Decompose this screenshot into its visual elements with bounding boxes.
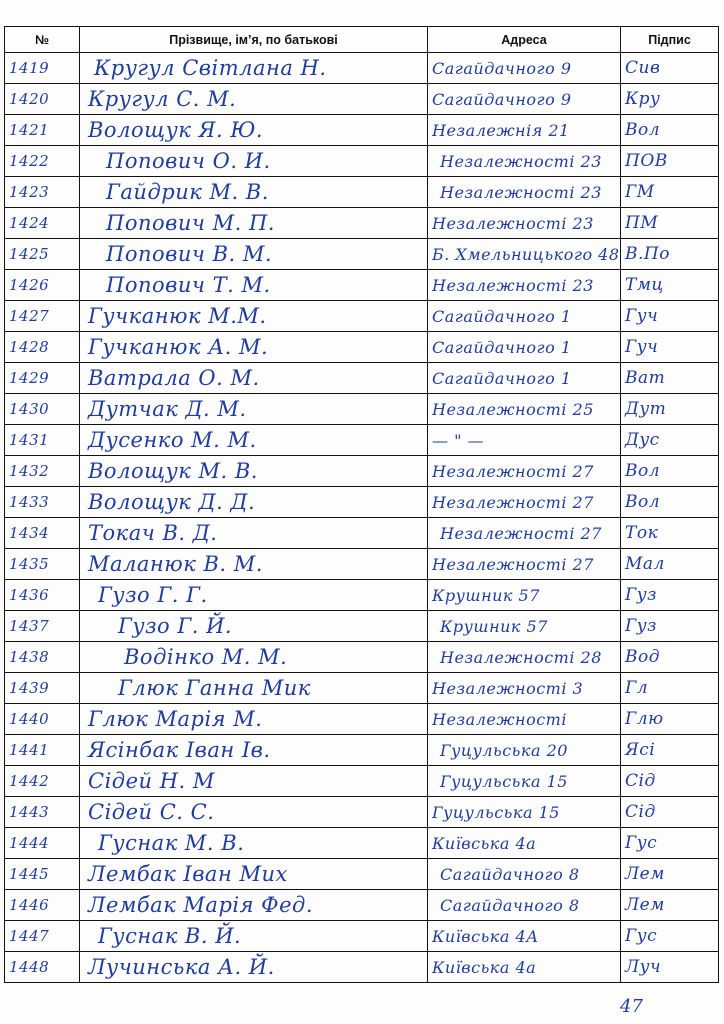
row-number-handwritten: 1423 [9,183,50,201]
row-number-cell [5,828,80,859]
table-row [5,177,719,208]
address-handwritten: Сагайдачного 1 [432,368,572,388]
full-name-cell [80,921,428,952]
row-number-handwritten: 1442 [9,772,50,790]
table-row [5,518,719,549]
address-handwritten: Незалежності 27 [432,461,594,481]
address-handwritten: Незалежнія 21 [432,120,570,140]
full-name-cell [80,53,428,84]
signature-cell [621,859,719,890]
row-number-handwritten: 1445 [9,865,50,883]
address-cell [428,487,621,518]
full-name-handwritten: Гузо Г. Г. [98,583,208,607]
address-cell [428,456,621,487]
table-row [5,952,719,983]
full-name-handwritten: Лембак Іван Мих [88,862,288,886]
signature-handwritten: Луч [625,957,662,977]
full-name-handwritten: Маланюк В. М. [88,552,263,576]
row-number-handwritten: 1420 [9,90,50,108]
full-name-handwritten: Попович М. П. [106,211,275,235]
row-number-handwritten: 1429 [9,369,50,387]
full-name-handwritten: Попович В. М. [106,242,273,266]
row-number-cell [5,425,80,456]
full-name-cell [80,425,428,456]
row-number-handwritten: 1422 [9,152,50,170]
address-cell [428,301,621,332]
table-row [5,735,719,766]
table-row [5,642,719,673]
signature-cell [621,301,719,332]
row-number-handwritten: 1433 [9,493,50,511]
address-handwritten: Сагайдачного 9 [432,58,572,78]
table-row [5,580,719,611]
header-signature: Підпис [621,27,719,53]
row-number-handwritten: 1419 [9,59,50,77]
row-number-cell [5,859,80,890]
full-name-cell [80,549,428,580]
signature-handwritten: Вод [625,647,661,667]
full-name-handwritten: Дусенко М. М. [88,428,257,452]
table-row [5,766,719,797]
full-name-handwritten: Волощук М. В. [88,459,258,483]
row-number-handwritten: 1439 [9,679,50,697]
row-number-cell [5,704,80,735]
row-number-cell [5,146,80,177]
row-number-cell [5,270,80,301]
table-row [5,611,719,642]
full-name-handwritten: Кругул С. М. [88,87,237,111]
full-name-handwritten: Гайдрик М. В. [106,180,269,204]
row-number-cell [5,611,80,642]
row-number-handwritten: 1428 [9,338,50,356]
signature-handwritten: Гус [625,833,658,853]
full-name-handwritten: Водінко М. М. [124,645,288,669]
signature-handwritten: ПМ [625,213,659,233]
address-handwritten: Незалежності 3 [432,678,584,698]
signature-cell [621,673,719,704]
table-row [5,363,719,394]
full-name-handwritten: Гучканюк М.М. [88,304,267,328]
row-number-handwritten: 1421 [9,121,50,139]
full-name-handwritten: Глюк Марія М. [88,707,263,731]
address-handwritten: Незалежності 27 [432,492,594,512]
signature-cell [621,828,719,859]
address-cell [428,363,621,394]
table-row [5,239,719,270]
full-name-cell [80,363,428,394]
signature-cell [621,611,719,642]
row-number-handwritten: 1431 [9,431,50,449]
full-name-handwritten: Сідей Н. М [88,769,215,793]
signature-handwritten: Мал [625,554,665,574]
signature-cell [621,456,719,487]
row-number-handwritten: 1440 [9,710,50,728]
signature-handwritten: Гуз [625,616,657,636]
signature-cell [621,921,719,952]
address-cell [428,239,621,270]
signature-cell [621,332,719,363]
address-handwritten: Незалежності 25 [432,399,594,419]
signature-cell [621,580,719,611]
row-number-cell [5,332,80,363]
table-row [5,301,719,332]
row-number-handwritten: 1434 [9,524,50,542]
row-number-handwritten: 1426 [9,276,50,294]
full-name-cell [80,828,428,859]
full-name-cell [80,487,428,518]
table-header-row [5,27,719,53]
row-number-handwritten: 1447 [9,927,50,945]
address-handwritten: Київська 4А [432,926,539,946]
signature-cell [621,146,719,177]
address-cell [428,518,621,549]
address-handwritten: Незалежності 23 [432,275,594,295]
row-number-cell [5,208,80,239]
signature-cell [621,115,719,146]
signature-handwritten: Ясі [625,740,656,760]
signature-cell [621,487,719,518]
full-name-cell [80,642,428,673]
row-number-cell [5,797,80,828]
address-cell [428,394,621,425]
table-row [5,208,719,239]
full-name-handwritten: Гуснак М. В. [98,831,245,855]
address-handwritten: Незалежності 28 [440,647,602,667]
table-row [5,84,719,115]
signature-handwritten: Гус [625,926,658,946]
row-number-handwritten: 1446 [9,896,50,914]
signature-cell [621,363,719,394]
table-row [5,115,719,146]
row-number-handwritten: 1424 [9,214,50,232]
signature-handwritten: Вол [625,120,661,140]
signature-cell [621,239,719,270]
header-number: № [5,27,80,53]
full-name-cell [80,859,428,890]
row-number-cell [5,952,80,983]
address-cell [428,580,621,611]
address-handwritten: Сагайдачного 9 [432,89,572,109]
table-row [5,890,719,921]
signature-handwritten: ГМ [625,182,655,202]
row-number-cell [5,487,80,518]
full-name-cell [80,952,428,983]
signature-cell [621,270,719,301]
row-number-cell [5,363,80,394]
signature-cell [621,766,719,797]
full-name-handwritten: Гучканюк А. М. [88,335,269,359]
full-name-handwritten: Попович Т. М. [106,273,271,297]
signature-cell [621,890,719,921]
full-name-cell [80,239,428,270]
table-row [5,487,719,518]
address-handwritten: Сагайдачного 1 [432,306,572,326]
full-name-cell [80,766,428,797]
address-handwritten: — " — [432,430,485,450]
row-number-cell [5,177,80,208]
signature-handwritten: В.По [625,244,670,264]
full-name-cell [80,208,428,239]
full-name-cell [80,456,428,487]
address-handwritten: Крушник 57 [440,616,548,636]
address-cell [428,177,621,208]
row-number-handwritten: 1432 [9,462,50,480]
full-name-handwritten: Ватрала О. М. [88,366,260,390]
full-name-handwritten: Дутчак Д. М. [88,397,247,421]
table-row [5,53,719,84]
address-handwritten: Сагайдачного 8 [440,864,580,884]
address-handwritten: Незалежності 23 [432,213,594,233]
address-cell [428,425,621,456]
address-cell [428,146,621,177]
full-name-cell [80,704,428,735]
full-name-handwritten: Сідей С. С. [88,800,215,824]
full-name-handwritten: Кругул Світлана Н. [94,56,327,80]
address-cell [428,611,621,642]
full-name-handwritten: Гузо Г. Й. [118,614,233,638]
address-handwritten: Незалежності [432,709,567,729]
row-number-handwritten: 1430 [9,400,50,418]
signature-cell [621,84,719,115]
full-name-cell [80,890,428,921]
full-name-handwritten: Попович О. И. [106,149,271,173]
address-cell [428,673,621,704]
address-handwritten: Гуцульська 15 [440,771,568,791]
signature-handwritten: Ват [625,368,666,388]
signature-handwritten: Лем [625,895,665,915]
row-number-handwritten: 1425 [9,245,50,263]
full-name-cell [80,84,428,115]
signature-handwritten: ПОВ [625,151,668,171]
address-handwritten: Незалежності 23 [440,151,602,171]
full-name-cell [80,115,428,146]
header-address: Адреса [428,27,621,53]
address-cell [428,735,621,766]
signature-cell [621,53,719,84]
signature-handwritten: Лем [625,864,665,884]
row-number-cell [5,239,80,270]
full-name-cell [80,611,428,642]
full-name-handwritten: Лучинська А. Й. [88,955,275,979]
row-number-cell [5,673,80,704]
full-name-cell [80,332,428,363]
address-handwritten: Київська 4а [432,957,537,977]
table-row [5,704,719,735]
table-row [5,146,719,177]
row-number-handwritten: 1441 [9,741,50,759]
signature-handwritten: Гуч [625,337,659,357]
signature-cell [621,177,719,208]
signature-cell [621,797,719,828]
table-row [5,828,719,859]
full-name-handwritten: Глюк Ганна Мик [118,676,311,700]
address-cell [428,797,621,828]
signature-handwritten: Вол [625,461,661,481]
full-name-handwritten: Гуснак В. Й. [98,924,242,948]
full-name-cell [80,735,428,766]
signature-cell [621,642,719,673]
address-handwritten: Гуцульська 20 [440,740,568,760]
full-name-cell [80,270,428,301]
signature-handwritten: Кру [625,89,661,109]
full-name-cell [80,394,428,425]
row-number-cell [5,921,80,952]
table-row [5,425,719,456]
row-number-handwritten: 1444 [9,834,50,852]
table-row [5,859,719,890]
page-number: 47 [620,996,643,1017]
address-cell [428,642,621,673]
address-cell [428,332,621,363]
row-number-cell [5,518,80,549]
row-number-handwritten: 1435 [9,555,50,573]
signature-cell [621,704,719,735]
full-name-handwritten: Токач В. Д. [88,521,218,545]
row-number-handwritten: 1427 [9,307,50,325]
signature-handwritten: Сід [625,771,656,791]
signature-handwritten: Гуз [625,585,657,605]
table-row [5,549,719,580]
table-row [5,394,719,425]
signature-handwritten: Дус [625,430,660,450]
address-cell [428,890,621,921]
row-number-cell [5,735,80,766]
row-number-cell [5,456,80,487]
signature-handwritten: Гл [625,678,649,698]
full-name-cell [80,301,428,332]
signature-handwritten: Вол [625,492,661,512]
signature-handwritten: Сив [625,58,661,78]
row-number-cell [5,53,80,84]
signature-handwritten: Гуч [625,306,659,326]
signature-cell [621,425,719,456]
address-cell [428,549,621,580]
address-handwritten: Незалежності 27 [432,554,594,574]
signature-handwritten: Ток [625,523,659,543]
signature-cell [621,549,719,580]
full-name-handwritten: Лембак Марія Фед. [88,893,314,917]
full-name-cell [80,673,428,704]
row-number-cell [5,766,80,797]
full-name-handwritten: Волощук Д. Д. [88,490,256,514]
full-name-cell [80,146,428,177]
address-cell [428,704,621,735]
row-number-cell [5,549,80,580]
signature-handwritten: Тмц [625,275,664,295]
row-number-cell [5,580,80,611]
row-number-handwritten: 1443 [9,803,50,821]
full-name-handwritten: Волощук Я. Ю. [88,118,264,142]
row-number-cell [5,301,80,332]
signature-cell [621,518,719,549]
row-number-handwritten: 1437 [9,617,50,635]
row-number-handwritten: 1438 [9,648,50,666]
signature-cell [621,208,719,239]
signature-handwritten: Дут [625,399,667,419]
address-cell [428,828,621,859]
table-row [5,332,719,363]
signature-cell [621,735,719,766]
address-cell [428,115,621,146]
address-handwritten: Сагайдачного 8 [440,895,580,915]
address-cell [428,53,621,84]
row-number-handwritten: 1436 [9,586,50,604]
address-cell [428,208,621,239]
full-name-cell [80,177,428,208]
full-name-cell [80,580,428,611]
table-row [5,673,719,704]
table-row [5,270,719,301]
row-number-cell [5,394,80,425]
address-cell [428,921,621,952]
full-name-cell [80,797,428,828]
row-number-cell [5,890,80,921]
signature-table [4,26,719,983]
row-number-cell [5,642,80,673]
full-name-cell [80,518,428,549]
address-cell [428,270,621,301]
table-row [5,921,719,952]
address-handwritten: Сагайдачного 1 [432,337,572,357]
table-row [5,456,719,487]
address-handwritten: Незалежності 23 [440,182,602,202]
header-full-name: Прізвище, ім’я, по батькові [80,27,428,53]
full-name-handwritten: Ясінбак Іван Ів. [88,738,271,762]
signature-cell [621,394,719,425]
address-cell [428,952,621,983]
signature-handwritten: Сід [625,802,656,822]
address-handwritten: Незалежності 27 [440,523,602,543]
row-number-cell [5,115,80,146]
signature-handwritten: Глю [625,709,664,729]
signature-cell [621,952,719,983]
address-handwritten: Б. Хмельницького 48 [432,244,620,264]
address-handwritten: Крушник 57 [432,585,540,605]
table-row [5,797,719,828]
address-cell [428,766,621,797]
address-cell [428,84,621,115]
address-handwritten: Гуцульська 15 [432,802,560,822]
row-number-handwritten: 1448 [9,958,50,976]
row-number-cell [5,84,80,115]
address-handwritten: Київська 4а [432,833,537,853]
address-cell [428,859,621,890]
